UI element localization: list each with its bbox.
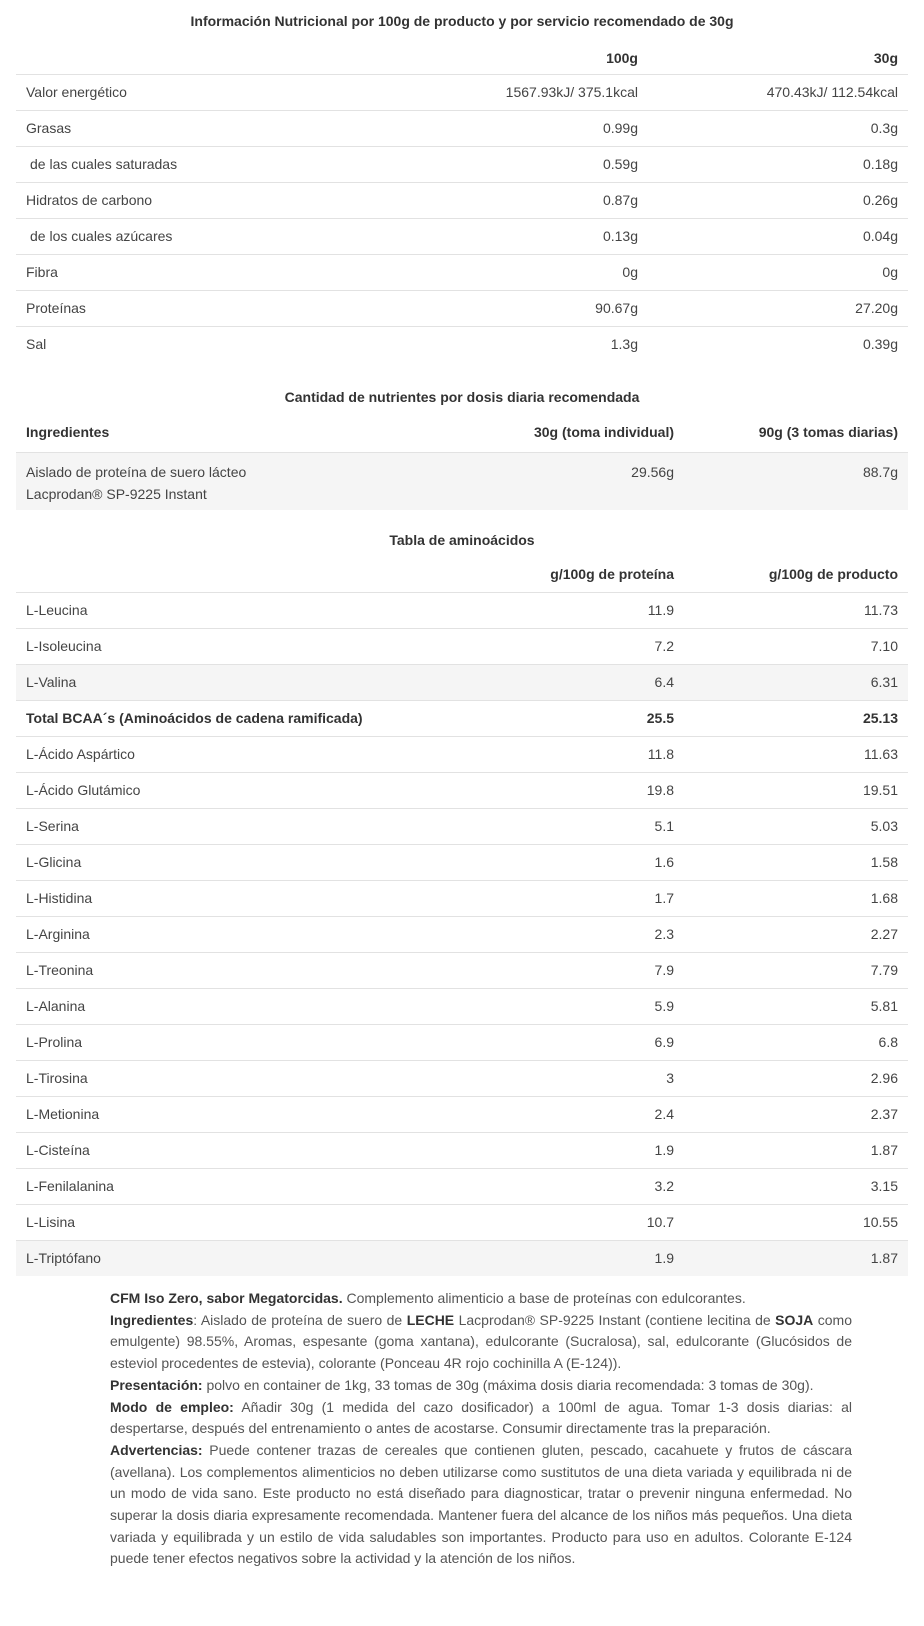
nutrition-row	[16, 254, 908, 290]
amino-col-proteina: g/100g de proteína	[436, 556, 684, 592]
amino-name: L-Isoleucina	[16, 628, 436, 664]
advertencias-paragraph: Advertencias: Puede contener trazas de cereales que contienen gluten, pescado, cacahuete y frutos de cáscara (avellana). Los complementos alimenticios no deben utilizarse como sustitutos de una dieta variada y equilibrada ni de un modo de vida sano. Este producto no está diseñado para diagnosticar, tratar o prevenir ninguna enfermedad. No superar la dosis diaria expresamente recomendada. Mantener fuera del alcance de los niños más pequeños. Una dieta variada y equilibrada y un estilo de vida saludables son importantes. Producto para uso en adultos. Colorante E-124 puede tener efectos negativos sobre la actividad y la atención de los niños.	[110, 1441, 852, 1567]
amino-row	[16, 1240, 908, 1276]
amino-value-proteina: 25.5	[436, 700, 684, 736]
daily-col-30g: 30g (toma individual)	[436, 412, 684, 452]
amino-value-proteina: 1.9	[436, 1132, 684, 1168]
amino-value-producto: 3.15	[684, 1168, 908, 1204]
product-description: CFM Iso Zero, sabor Megatorcidas. Complemento alimenticio a base de proteínas con edulcorantes.	[110, 1290, 746, 1306]
amino-value-proteina: 2.3	[436, 916, 684, 952]
product-notes	[110, 1288, 852, 1570]
nutrient-value-100g: 1.3g	[610, 336, 638, 353]
amino-row	[16, 988, 908, 1024]
nutrient-value-100g: 0.13g	[436, 218, 648, 254]
amino-value-proteina: 1.7	[436, 880, 684, 916]
amino-name: L-Histidina	[16, 880, 436, 916]
amino-value-proteina: 6.4	[436, 664, 684, 700]
amino-value-producto: 1.87	[684, 1240, 908, 1276]
nutrient-value-30g: 0.18g	[648, 146, 908, 182]
nutrition-row	[16, 182, 908, 218]
modo-empleo-label: Modo de empleo:	[110, 1398, 234, 1415]
nutrient-value-100g: 0.87g	[436, 182, 648, 218]
amino-value-proteina: 2.4	[436, 1096, 684, 1132]
amino-value-producto: 19.51	[684, 772, 908, 808]
nutrient-value-100g: 1567.93kJ/ 375.1kcal	[436, 74, 648, 110]
amino-value-proteina: 10.7	[436, 1204, 684, 1240]
amino-value-producto: 25.13	[684, 700, 908, 736]
nutrition-row	[16, 146, 908, 182]
amino-name: L-Triptófano	[16, 1240, 436, 1276]
amino-name: L-Fenilalanina	[16, 1168, 436, 1204]
nutrient-name: Grasas	[16, 110, 436, 146]
amino-name: L-Valina	[16, 664, 436, 700]
allergen-soja: SOJA	[775, 1311, 814, 1328]
amino-value-producto: 10.55	[684, 1204, 908, 1240]
nutrient-name: Valor energético	[16, 74, 436, 110]
amino-name: L-Lisina	[16, 1204, 436, 1240]
nutrient-value-30g: 0.3g	[648, 110, 908, 146]
amino-row	[16, 1168, 908, 1204]
amino-name: L-Ácido Aspártico	[16, 736, 436, 772]
nutrient-name: Hidratos de carbono	[16, 182, 436, 218]
presentacion-paragraph: Presentación: polvo en container de 1kg, 33 tomas de 30g (máxima dosis diaria recomendada: 3 tomas de 30g).	[110, 1376, 814, 1393]
nutrition-col-100g: 100g	[436, 42, 648, 74]
nutrition-row	[16, 110, 908, 146]
amino-value-producto: 2.96	[684, 1060, 908, 1096]
nutrient-name: de las cuales saturadas	[16, 146, 436, 182]
amino-total-row	[16, 700, 908, 736]
nutrient-value-30g: 0.04g	[648, 218, 908, 254]
nutrition-table	[16, 0, 908, 362]
allergen-leche: LECHE	[406, 1311, 455, 1328]
advertencias-label: Advertencias:	[110, 1441, 203, 1458]
amino-name: L-Tirosina	[16, 1060, 436, 1096]
amino-name: L-Leucina	[16, 592, 436, 628]
amino-row	[16, 736, 908, 772]
nutrient-value-30g: 0.26g	[648, 182, 908, 218]
amino-value-producto: 2.37	[684, 1096, 908, 1132]
amino-row	[16, 808, 908, 844]
amino-row	[16, 1132, 908, 1168]
nutrition-caption-row	[16, 0, 908, 42]
modo-empleo-paragraph: Modo de empleo: Añadir 30g (1 medida del cazo dosificador) a 100ml de agua. Tomar 1-3 dosis diarias: al despertarse, después del entrenamiento o antes de acostarse. Consumir directamente tras la preparación.	[110, 1398, 852, 1437]
nutrient-value-30g: 470.43kJ/ 112.54kcal	[648, 74, 908, 110]
nutrient-name: de los cuales azúcares	[16, 218, 436, 254]
amino-value-producto: 7.79	[684, 952, 908, 988]
amino-value-proteina: 1.6	[436, 844, 684, 880]
amino-value-producto: 1.87	[684, 1132, 908, 1168]
ingredients-label: Ingredientes	[110, 1311, 194, 1328]
amino-row	[16, 772, 908, 808]
amino-caption: Tabla de aminoácidos	[389, 532, 535, 548]
amino-value-producto: 11.73	[684, 592, 908, 628]
amino-value-proteina: 7.9	[436, 952, 684, 988]
daily-ingredient-line1: Aislado de proteína de suero lácteo	[26, 463, 247, 480]
amino-value-proteina: 3	[436, 1060, 684, 1096]
nutrition-row	[16, 74, 908, 110]
daily-ingredient	[16, 452, 436, 510]
amino-value-proteina: 11.8	[436, 736, 684, 772]
daily-col-90g: 90g (3 tomas diarias)	[684, 412, 908, 452]
amino-row	[16, 628, 908, 664]
amino-row	[16, 844, 908, 880]
nutrient-value-100g: 0.99g	[436, 110, 648, 146]
ingredients-paragraph: Ingredientes: Aislado de proteína de suero de LECHE Lacprodan® SP-9225 Instant (contiene lecitina de SOJA como emulgente) 98.55%, Aromas, espesante (goma xantana), edulcorante (Sucralosa), sal, edulcorante (Glucósidos de esteviol procedentes de estevia), colorante (Ponceau 4R rojo cochinilla A (E-124)).	[110, 1311, 853, 1372]
amino-name: L-Metionina	[16, 1096, 436, 1132]
daily-caption-row	[16, 382, 908, 412]
amino-name: L-Serina	[16, 808, 436, 844]
amino-value-producto: 6.31	[684, 664, 908, 700]
amino-row	[16, 1060, 908, 1096]
nutrient-value-30g: 27.20g	[648, 290, 908, 326]
nutrition-header-row	[16, 42, 908, 74]
amino-name: L-Arginina	[16, 916, 436, 952]
amino-name: L-Cisteína	[16, 1132, 436, 1168]
amino-row	[16, 1204, 908, 1240]
nutrient-value-100g: 0.59g	[436, 146, 648, 182]
amino-value-producto: 5.81	[684, 988, 908, 1024]
amino-value-proteina: 3.2	[436, 1168, 684, 1204]
nutrient-name: Proteínas	[16, 290, 436, 326]
nutrient-value-30g: 0.39g	[862, 336, 898, 353]
amino-value-producto: 1.68	[684, 880, 908, 916]
amino-name: L-Ácido Glutámico	[16, 772, 436, 808]
amino-value-producto: 1.58	[684, 844, 908, 880]
amino-value-producto: 2.27	[684, 916, 908, 952]
amino-row	[16, 880, 908, 916]
daily-row	[16, 452, 908, 510]
amino-table	[16, 524, 908, 1276]
amino-value-proteina: 6.9	[436, 1024, 684, 1060]
amino-row	[16, 952, 908, 988]
nutrient-value-100g: 90.67g	[436, 290, 648, 326]
amino-name: L-Glicina	[16, 844, 436, 880]
amino-value-producto: 6.8	[684, 1024, 908, 1060]
nutrition-row	[16, 290, 908, 326]
nutrition-row	[16, 218, 908, 254]
amino-row	[16, 916, 908, 952]
amino-col-producto: g/100g de producto	[684, 556, 908, 592]
amino-row	[16, 664, 908, 700]
nutrient-name: Fibra	[16, 254, 436, 290]
product-name: CFM Iso Zero, sabor Megatorcidas.	[110, 1290, 343, 1306]
nutrient-name: Sal	[26, 336, 47, 353]
amino-value-producto: 11.63	[684, 736, 908, 772]
amino-name: L-Alanina	[16, 988, 436, 1024]
amino-value-producto: 5.03	[684, 808, 908, 844]
daily-ingredient-line2: Lacprodan® SP-9225 Instant	[26, 485, 207, 502]
nutrition-col-30g: 30g	[648, 42, 908, 74]
daily-col-ingredientes: Ingredientes	[16, 412, 436, 452]
daily-dose-table	[16, 382, 908, 510]
daily-value-30g: 29.56g	[436, 452, 684, 510]
amino-row	[16, 1024, 908, 1060]
amino-value-proteina: 19.8	[436, 772, 684, 808]
amino-value-proteina: 11.9	[436, 592, 684, 628]
amino-value-proteina: 7.2	[436, 628, 684, 664]
amino-caption-row	[16, 524, 908, 556]
amino-name: L-Treonina	[16, 952, 436, 988]
daily-header-row	[16, 412, 908, 452]
amino-name: L-Prolina	[16, 1024, 436, 1060]
nutrient-value-30g: 0g	[648, 254, 908, 290]
amino-header-row	[16, 556, 908, 592]
amino-value-proteina: 5.1	[436, 808, 684, 844]
daily-caption: Cantidad de nutrientes por dosis diaria recomendada	[284, 389, 640, 405]
amino-value-producto: 7.10	[684, 628, 908, 664]
daily-value-90g: 88.7g	[684, 452, 908, 510]
amino-value-proteina: 5.9	[436, 988, 684, 1024]
amino-row	[16, 592, 908, 628]
nutrition-caption: Información Nutricional por 100g de producto y por servicio recomendado de 30g	[190, 13, 734, 29]
presentacion-label: Presentación:	[110, 1376, 203, 1393]
amino-row	[16, 1096, 908, 1132]
amino-value-proteina: 1.9	[436, 1240, 684, 1276]
amino-name: Total BCAA´s (Aminoácidos de cadena ramificada)	[16, 700, 436, 736]
nutrition-row	[16, 326, 908, 362]
nutrient-value-100g: 0g	[436, 254, 648, 290]
